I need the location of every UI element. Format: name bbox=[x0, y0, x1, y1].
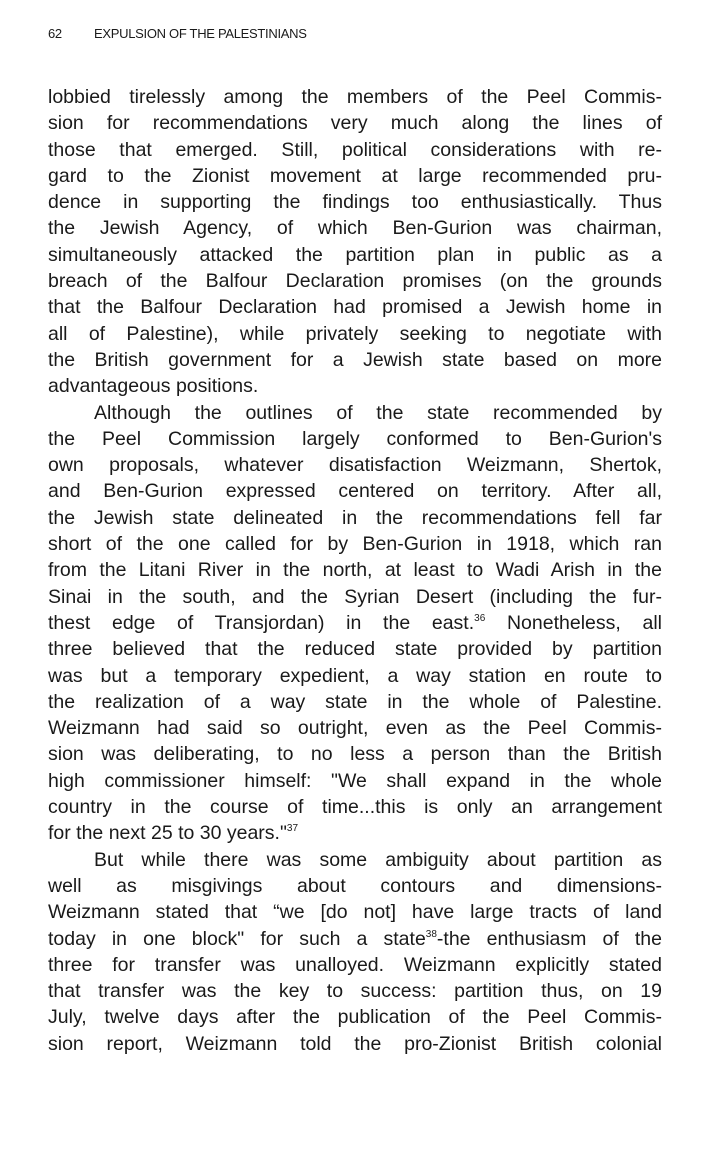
text-line: those that emerged. Still, political considerations with re- bbox=[48, 138, 662, 161]
paragraph bbox=[48, 847, 662, 1057]
text-line: own proposals, whatever disatisfaction Weizmann, Shertok, bbox=[48, 454, 662, 477]
text-line: from the Litani River in the north, at least to Wadi Arish in the bbox=[48, 559, 662, 582]
text-line: three for transfer was unalloyed. Weizmann explicitly stated bbox=[48, 953, 662, 976]
text-run: for the next 25 to 30 years." bbox=[48, 822, 287, 845]
text-line: the Jewish Agency, of which Ben-Gurion was chairman, bbox=[48, 217, 662, 240]
body-text bbox=[48, 84, 662, 1057]
page-number: 62 bbox=[48, 26, 62, 41]
text-line: that transfer was the key to success: partition thus, on 19 bbox=[48, 980, 662, 1003]
text-run: Nonetheless, all bbox=[485, 611, 662, 634]
text-line: But while there was some ambiguity about partition as bbox=[94, 848, 662, 871]
text-line bbox=[48, 926, 662, 952]
text-line: the British government for a Jewish state based on more bbox=[48, 348, 662, 371]
text-line: three believed that the reduced state provided by partition bbox=[48, 638, 662, 661]
text-line: high commissioner himself: "We shall expand in the whole bbox=[48, 769, 662, 792]
text-run: today in one block" for such a state bbox=[48, 927, 426, 950]
text-line: dence in supporting the findings too enthusiastically. Thus bbox=[48, 191, 662, 214]
text-line: Sinai in the south, and the Syrian Desert (including the fur- bbox=[48, 585, 662, 608]
text-line: country in the course of time...this is only an arrangement bbox=[48, 796, 662, 819]
text-line: sion for recommendations very much along the lines of bbox=[48, 112, 662, 135]
text-line: breach of the Balfour Declaration promises (on the grounds bbox=[48, 270, 662, 293]
footnote-ref[interactable]: 36 bbox=[474, 612, 486, 624]
text-line: and Ben-Gurion expressed centered on territory. After all, bbox=[48, 480, 662, 503]
text-line: Weizmann stated that “we [do not] have large tracts of land bbox=[48, 901, 662, 924]
text-line: the Peel Commission largely conformed to Ben-Gurion's bbox=[48, 427, 662, 450]
text-line: the realization of a way state in the whole of Palestine. bbox=[48, 690, 662, 713]
footnote-ref[interactable]: 37 bbox=[286, 823, 299, 835]
paragraph bbox=[48, 84, 662, 400]
text-run: thest edge of Transjordan) in the east. bbox=[48, 611, 475, 634]
text-line: simultaneously attacked the partition plan in public as a bbox=[48, 243, 662, 266]
text-line: that the Balfour Declaration had promised a Jewish home in bbox=[48, 296, 662, 319]
text-line: short of the one called for by Ben-Gurion in 1918, which ran bbox=[48, 533, 662, 556]
running-head bbox=[48, 26, 307, 41]
text-line bbox=[48, 820, 662, 846]
text-line: well as misgivings about contours and dimensions- bbox=[48, 874, 662, 897]
text-line: the Jewish state delineated in the recommendations fell far bbox=[48, 506, 662, 529]
text-run: -the enthusiasm of the bbox=[436, 927, 662, 950]
text-line: Weizmann had said so outright, even as the Peel Commis- bbox=[48, 717, 662, 740]
text-line: all of Palestine), while privately seeking to negotiate with bbox=[48, 322, 662, 345]
text-line: Although the outlines of the state recommended by bbox=[94, 401, 662, 424]
text-line: sion was deliberating, to no less a person than the British bbox=[48, 743, 662, 766]
text-line bbox=[48, 610, 662, 636]
paragraph bbox=[48, 400, 662, 847]
footnote-ref[interactable]: 38 bbox=[425, 928, 437, 940]
text-line: sion report, Weizmann told the pro-Zionist British colonial bbox=[48, 1032, 662, 1055]
text-line: gard to the Zionist movement at large recommended pru- bbox=[48, 164, 662, 187]
text-line: was but a temporary expedient, a way station en route to bbox=[48, 664, 662, 687]
text-line: lobbied tirelessly among the members of the Peel Commis- bbox=[48, 86, 662, 108]
text-line: July, twelve days after the publication of the Peel Commis- bbox=[48, 1006, 662, 1029]
running-head-title: EXPULSION OF THE PALESTINIANS bbox=[94, 26, 307, 41]
text-line: advantageous positions. bbox=[48, 375, 259, 398]
